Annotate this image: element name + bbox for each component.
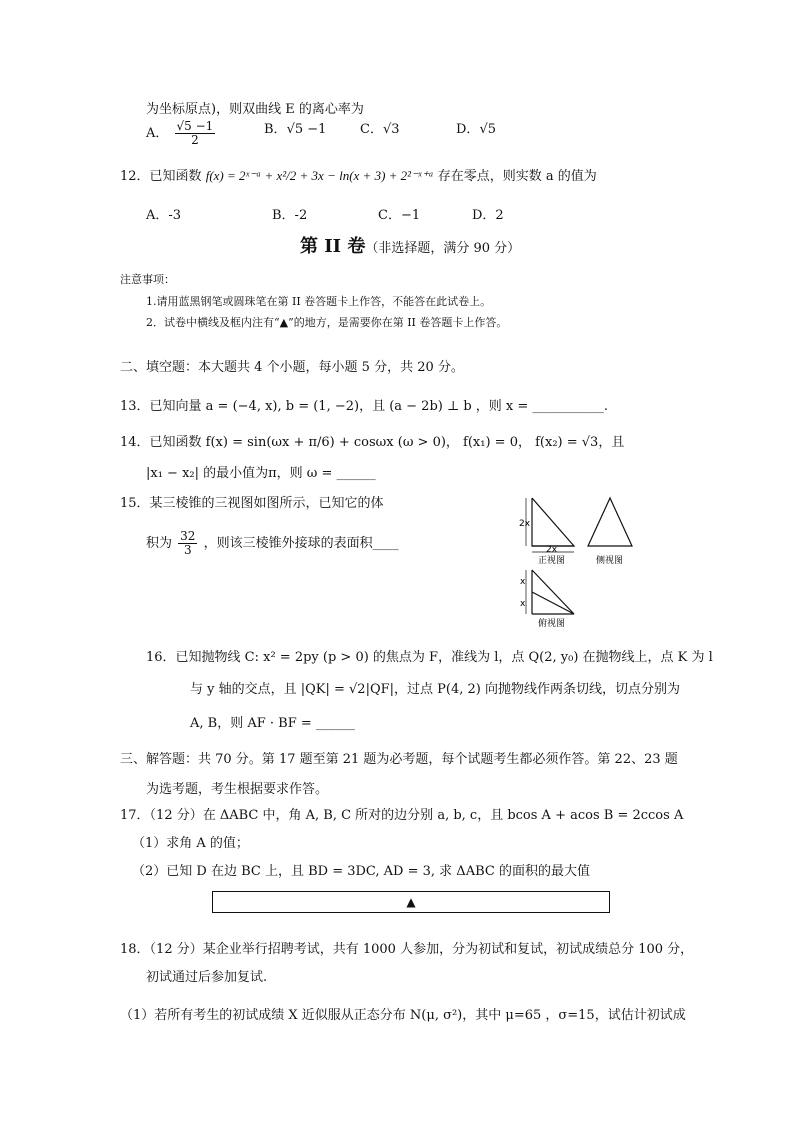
q17-part2: （2）已知 D 在边 BC 上，且 BD = 3DC, AD = 3, 求 ΔABC 的面积的最大值: [132, 864, 590, 879]
q11-option-a-fraction: [175, 120, 216, 147]
three-view-figure: [510, 490, 650, 630]
q17-part1: （1）求角 A 的值；: [132, 836, 249, 851]
q12-option-a: A．-3: [146, 208, 182, 223]
answer-mark: ▲: [406, 895, 416, 909]
q11-option-c: [360, 120, 400, 140]
q15-volume-fraction: [178, 530, 197, 557]
q12-option-d: D．2: [472, 208, 504, 223]
q11-option-d: [456, 120, 496, 140]
q11-option-a-label: A．: [146, 126, 169, 141]
q18-line1: 18．（12 分）某企业举行招聘考试，共有 1000 人参加，分为初试和复试，初试成绩总分 100 分，: [120, 942, 694, 957]
q11-option-a-den: 2: [191, 133, 199, 147]
q17-line1: 17．（12 分）在 ΔABC 中，角 A, B, C 所对的边分别 a, b, c，且 bcos A + acos B = 2ccos A: [120, 808, 684, 823]
q15-line2: [146, 530, 399, 557]
q11-tail-text: 为坐标原点)，则双曲线 E 的离心率为: [146, 102, 364, 117]
top-view: [526, 570, 574, 614]
top-view-label: 俯视图: [538, 619, 566, 629]
q12-stem: [120, 166, 597, 187]
front-view-dim-width: 2x: [546, 545, 558, 555]
part2-title: [300, 232, 520, 258]
part2-title-main: 第 II 卷: [300, 236, 366, 257]
notes-header: 注意事项：: [120, 273, 175, 286]
q16-line1: 16．已知抛物线 C: x² = 2py (p > 0) 的焦点为 F，准线为 l，点 Q(2, y₀) 在抛物线上，点 K 为 l: [146, 650, 713, 665]
q18-line2: 初试通过后参加复试.: [146, 970, 268, 985]
q11-option-b-value: √5 −1: [286, 122, 327, 137]
q12-number: 12．: [120, 169, 150, 184]
q12-option-c: C．−1: [378, 208, 421, 223]
top-view-dim-x1: x: [520, 577, 526, 587]
notes-item-1: 1.请用蓝黑钢笔或圆珠笔在第 II 卷答题卡上作答，不能答在此试卷上。: [146, 295, 492, 308]
q11-option-b: [264, 120, 326, 140]
q14-line2: |x₁ − x₂| 的最小值为π，则 ω = ______: [146, 466, 376, 481]
section2-heading: 二、填空题：本大题共 4 个小题，每小题 5 分，共 20 分。: [120, 360, 464, 375]
q11-option-c-label: C．: [360, 122, 383, 137]
q11-option-d-label: D．: [456, 122, 480, 137]
side-view-label: 侧视图: [596, 556, 624, 566]
q11-option-c-value: √3: [382, 122, 400, 137]
section3-line2: 为选考题，考生根据要求作答。: [146, 782, 329, 797]
q11-option-b-label: B．: [264, 122, 287, 137]
q15-frac-num: 32: [180, 529, 196, 543]
q11-option-a: [146, 120, 217, 147]
front-view-label: 正视图: [538, 556, 566, 566]
q16-line3: A, B，则 AF · BF = ______: [190, 716, 355, 731]
q11-option-d-value: √5: [479, 122, 496, 137]
q12-formula: f(x) = 2ˣ⁻ᵃ + x²/2 + 3x − ln(x + 3) + 2²⁻ˣ⁺ᵃ: [205, 168, 434, 183]
q18-line3: （1）若所有考生的初试成绩 X 近似服从正态分布 N(μ, σ²)，其中 μ=65 ，σ=15，试估计初试成: [120, 1008, 686, 1023]
q12-option-b: B．-2: [272, 208, 308, 223]
q16-line2: 与 y 轴的交点，且 |QK| = √2|QF|，过点 P(4, 2) 向抛物线作两条切线，切点分别为: [190, 682, 680, 697]
front-view: [526, 498, 574, 552]
section3-line1: 三、解答题：共 70 分。第 17 题至第 21 题为必考题，每个试题考生都必须作答。第 22、23 题: [120, 752, 678, 767]
q12-stem-post: 存在零点，则实数 a 的值为: [437, 169, 597, 184]
q17-answer-box: [212, 891, 610, 913]
notes-item-2: 2．试卷中横线及框内注有“▲”的地方，是需要你在第 II 卷答题卡上作答。: [146, 316, 508, 329]
side-view-triangle: [588, 498, 632, 546]
q15-line2-pre: 积为: [146, 536, 173, 551]
q12-stem-pre: 已知函数: [149, 169, 202, 184]
front-view-dim-height: 2x: [519, 519, 531, 529]
q11-option-a-num: √5 −1: [176, 119, 214, 133]
top-view-dim-x2: x: [520, 599, 526, 609]
q14-line1: 14．已知函数 f(x) = sin(ωx + π/6) + cosωx (ω > 0)， f(x₁) = 0， f(x₂) = √3，且: [120, 435, 625, 450]
q15-line2-post: ，则该三棱锥外接球的表面积____: [203, 536, 399, 551]
q15-line1: 15．某三棱锥的三视图如图所示，已知它的体: [120, 496, 384, 511]
part2-subtitle: （非选择题，满分 90 分）: [365, 241, 521, 256]
q13: 13．已知向量 a = (−4, x), b = (1, −2)，且 (a − 2b) ⊥ b ，则 x = ___________.: [120, 399, 609, 414]
q15-frac-den: 3: [183, 543, 192, 557]
